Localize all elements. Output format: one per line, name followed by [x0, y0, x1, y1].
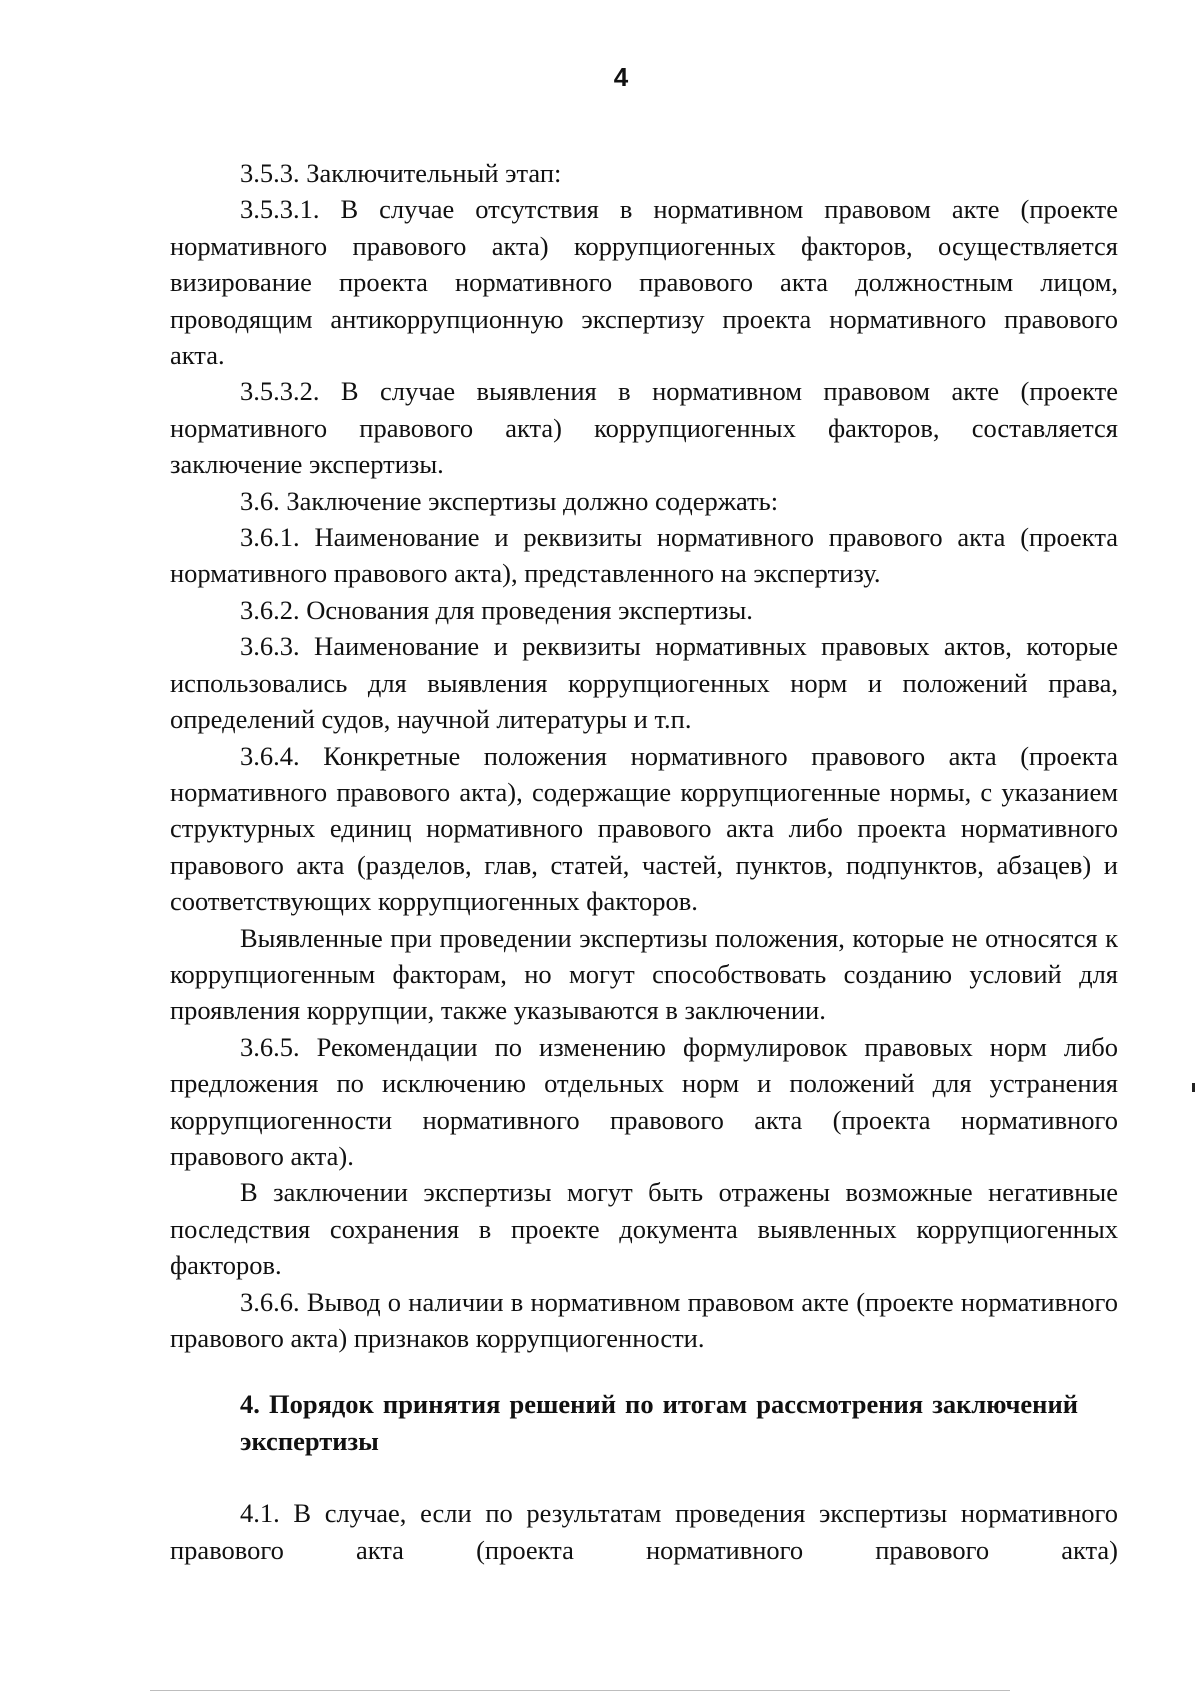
paragraph-identified-provisions: Выявленные при проведении экспертизы положения, которые не относятся к коррупциогенным факторам, но могут способствовать созданию условий для проявления коррупции, также указываются в заключении.	[170, 922, 1118, 1026]
paragraph-3-6: 3.6. Заключение экспертизы должно содержать:	[240, 485, 779, 516]
page-number: 4	[613, 62, 629, 92]
paragraph-3-6-4: 3.6.4. Конкретные положения нормативного правового акта (проекта нормативного правового акта), содержащие коррупциогенные нормы, с указанием структурных единиц нормативного правового акта либо проекта нормативного правового акта (разделов, глав, статей, частей, пунктов, подпунктов, абзацев) и соответствующих коррупциогенных факторов.	[170, 740, 1118, 917]
paragraph-3-6-6: 3.6.6. Вывод о наличии в нормативном правовом акте (проекте нормативного правового акта) признаков коррупциогенности.	[170, 1286, 1118, 1353]
paragraph-4-1: 4.1. В случае, если по результатам проведения экспертизы нормативного правового акта (проекта нормативного правового акта)	[170, 1498, 1118, 1565]
paragraph-3-6-3: 3.6.3. Наименование и реквизиты нормативных правовых актов, которые использовались для выявления коррупциогенных норм и положений права, определений судов, научной литературы и т.п.	[170, 631, 1118, 735]
paragraph-3-6-5: 3.6.5. Рекомендации по изменению формулировок правовых норм либо предложения по исключению отдельных норм и положений для устранения коррупциогенности нормативного правового акта (проекта нормативного правового акта).	[170, 1031, 1118, 1171]
paragraph-3-5-3-1: 3.5.3.1. В случае отсутствия в нормативном правовом акте (проекте нормативного правового акта) коррупциогенных факторов, осуществляется визирование проекта нормативного правового акта должностным лицом, проводящим антикоррупционную экспертизу проекта нормативного правового акта.	[170, 194, 1118, 371]
document-body	[170, 155, 1118, 1568]
paragraph-3-5-3: 3.5.3. Заключительный этап:	[240, 158, 562, 188]
paragraph-3-6-1: 3.6.1. Наименование и реквизиты нормативного правового акта (проекта нормативного правового акта), представленного на экспертизу.	[170, 522, 1118, 589]
section-heading-4: 4. Порядок принятия решений по итогам рассмотрения заключений экспертизы	[240, 1389, 1078, 1456]
scan-artifact-mark	[1192, 1083, 1195, 1092]
paragraph-3-6-2: 3.6.2. Основания для проведения экспертизы.	[240, 594, 753, 625]
paragraph-negative-consequences: В заключении экспертизы могут быть отражены возможные негативные последствия сохранения в проекте документа выявленных коррупциогенных факторов.	[170, 1177, 1118, 1281]
paragraph-3-5-3-2: 3.5.3.2. В случае выявления в нормативном правовом акте (проекте нормативного правового акта) коррупциогенных факторов, составляется заключение экспертизы.	[170, 376, 1118, 480]
scan-edge-line	[150, 1690, 1010, 1691]
